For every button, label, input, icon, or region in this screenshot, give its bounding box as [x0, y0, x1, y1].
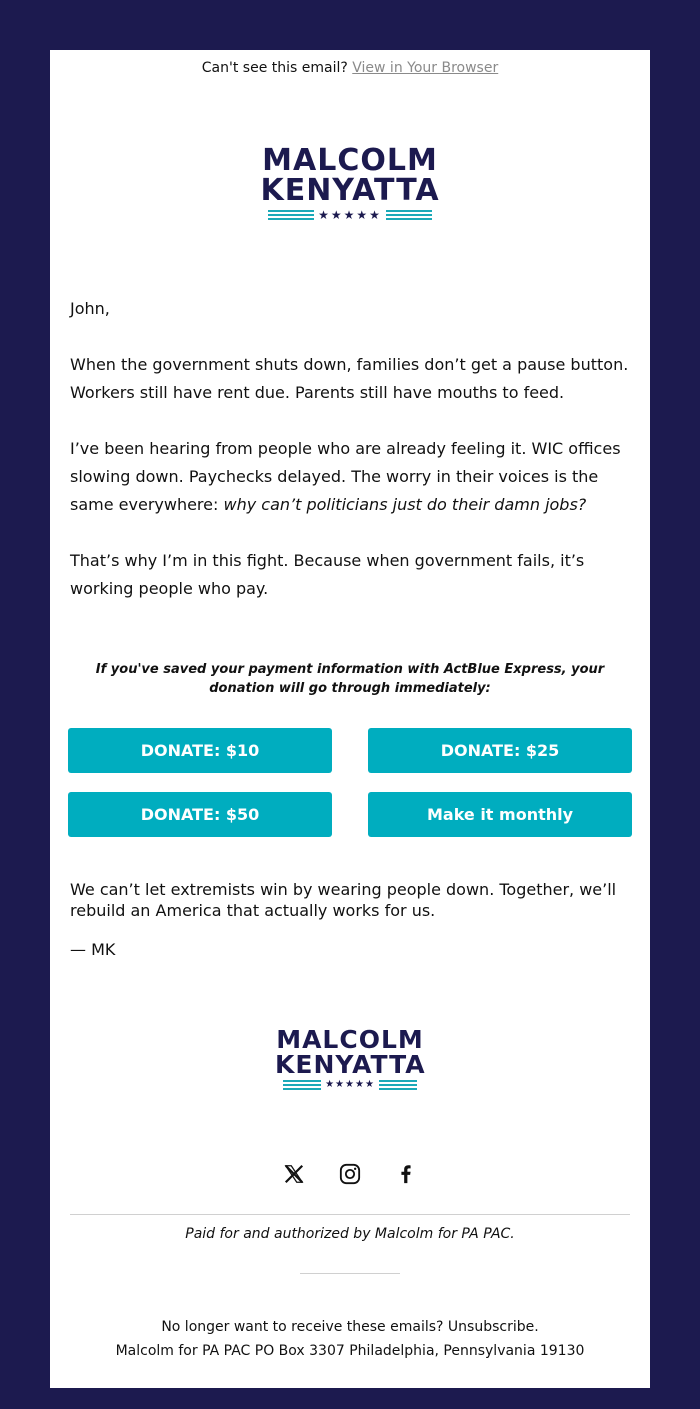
actblue-note: If you've saved your payment information with ActBlue Express, your donation will go through immediately:: [95, 662, 605, 696]
donate-50-button[interactable]: DONATE: $50: [68, 792, 332, 837]
donate-25-button[interactable]: DONATE: $25: [368, 728, 632, 773]
paragraph-3: That’s why I’m in this fight. Because when government fails, it’s working people who pay.: [70, 551, 585, 598]
paragraph-2: [70, 435, 630, 519]
logo-line-2: KENYATTA: [260, 173, 440, 208]
view-in-browser-line: [50, 60, 650, 76]
paid-for-disclaimer: Paid for and authorized by Malcolm for PA PAC.: [185, 1226, 515, 1242]
logo-stripes: [260, 209, 440, 221]
view-in-browser-link[interactable]: View in Your Browser: [352, 60, 499, 76]
email-card: [50, 50, 650, 1388]
mailing-address: Malcolm for PA PAC PO Box 3307 Philadelphia, Pennsylvania 19130: [115, 1343, 585, 1359]
x-icon[interactable]: [281, 1161, 307, 1187]
logo-line-1: MALCOLM: [262, 143, 438, 178]
donate-10-button[interactable]: DONATE: $10: [68, 728, 332, 773]
make-it-monthly-button[interactable]: Make it monthly: [368, 792, 632, 837]
footer-logo: [275, 1027, 425, 1090]
paragraph-2-italic: why can’t politicians just do their damn jobs?: [223, 495, 587, 514]
facebook-icon[interactable]: [393, 1161, 419, 1187]
paragraph-1: When the government shuts down, families don’t get a pause button. Workers still have rent due. Parents still have mouths to feed.: [70, 355, 629, 402]
unsubscribe-text[interactable]: No longer want to receive these emails? Unsubscribe.: [161, 1319, 539, 1335]
logo-stars: ★★★★★: [325, 1079, 375, 1090]
paragraph-2-text: I’ve been hearing from people who are already feeling it. WIC offices slowing down. Paychecks delayed. The worry in their voices is the same everywhere:: [70, 439, 621, 514]
logo-line-2: KENYATTA: [275, 1050, 426, 1079]
footer-divider: [70, 1214, 630, 1215]
closing-paragraph: We can’t let extremists win by wearing people down. Together, we’ll rebuild an America that actually works for us.: [70, 880, 617, 920]
logo-stars: ★★★★★: [318, 208, 382, 222]
header-logo: [260, 143, 440, 222]
short-divider: [300, 1273, 400, 1274]
logo-stripes: [275, 1080, 425, 1090]
instagram-icon[interactable]: [337, 1161, 363, 1187]
logo-line-1: MALCOLM: [276, 1025, 424, 1054]
signoff: — MK: [70, 940, 116, 959]
greeting: John,: [70, 299, 110, 318]
cant-see-text: Can't see this email?: [201, 60, 348, 76]
